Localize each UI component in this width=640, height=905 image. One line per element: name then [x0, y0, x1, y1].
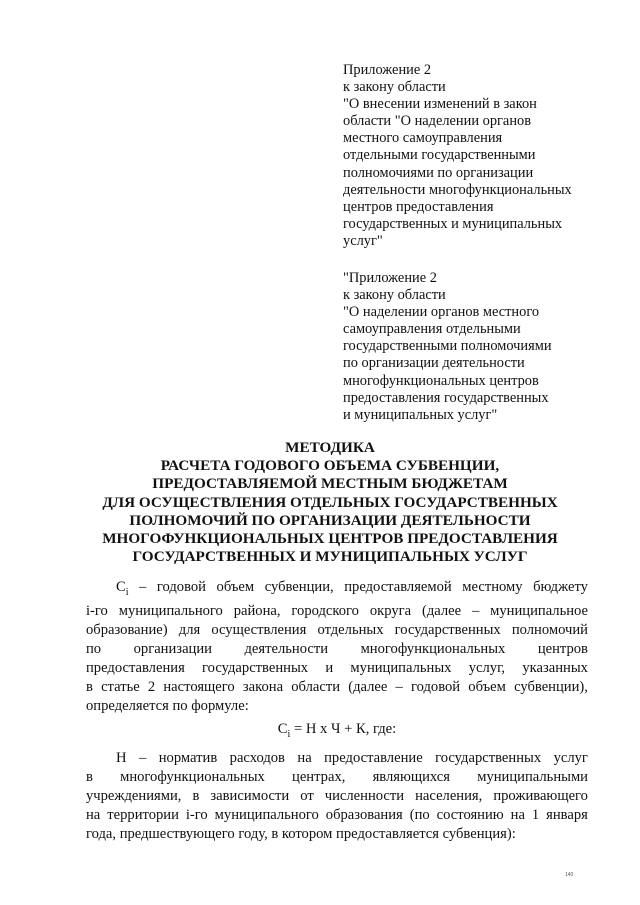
- paragraph-word: объем: [216, 579, 255, 595]
- paragraph-word: годовой: [156, 579, 206, 595]
- paragraph-word: округа: [369, 602, 412, 619]
- paragraph-word: учреждениями,: [86, 788, 182, 804]
- paragraph-word: по: [86, 640, 102, 657]
- paragraph-word: в: [86, 769, 93, 785]
- appendix-header-original: [343, 270, 613, 424]
- paragraph-word: деятельности: [244, 640, 329, 657]
- title-line: ДЛЯ ОСУЩЕСТВЛЕНИЯ ОТДЕЛЬНЫХ ГОСУДАРСТВЕННЫХ: [102, 493, 558, 511]
- paragraph-line: [86, 602, 588, 621]
- paragraph-line: [86, 659, 588, 678]
- paragraph-word: объем: [468, 678, 506, 695]
- document-title: [60, 439, 600, 566]
- title-line: ПРЕДОСТАВЛЯЕМОЙ МЕСТНЫМ БЮДЖЕТАМ: [152, 475, 508, 493]
- title-line: ПОЛНОМОЧИЙ ПО ОРГАНИЗАЦИИ ДЕЯТЕЛЬНОСТИ: [129, 511, 531, 529]
- paragraph-word: (далее: [348, 678, 388, 695]
- paragraph-word: территории: [107, 807, 179, 823]
- paragraph-word: государственных: [394, 621, 501, 638]
- paragraph-text: определяется по формуле:: [86, 697, 249, 714]
- paragraph-line: [86, 749, 588, 768]
- appendix-line: к закону области: [343, 287, 446, 304]
- page-mark: 140: [565, 872, 574, 878]
- paragraph-word: субвенции),: [514, 678, 588, 695]
- paragraph-word: предоставление: [324, 750, 423, 766]
- paragraph-word: статье: [101, 678, 140, 695]
- appendix-line: деятельности многофункциональных: [343, 181, 572, 198]
- paragraph-word: многофункциональных: [120, 769, 265, 785]
- paragraph-word: 1: [531, 807, 540, 823]
- appendix-line: центров предоставления: [343, 198, 494, 215]
- paragraph-word: годовой: [410, 678, 461, 695]
- paragraph-word: указанных: [522, 659, 588, 676]
- appendix-header-new: [343, 62, 613, 250]
- paragraph-word: в: [86, 678, 93, 695]
- paragraph-word: зависимости: [210, 788, 290, 804]
- paragraph-line: [86, 621, 588, 640]
- paragraph-word: норматив: [158, 750, 218, 766]
- appendix-line: предоставления государственных: [343, 389, 549, 406]
- paragraph-word: $С_i$: [116, 579, 129, 598]
- paragraph-word: численности: [324, 788, 405, 804]
- paragraph-word: муниципальное: [490, 602, 588, 619]
- paragraph-word: организации: [133, 640, 212, 657]
- paragraph-line: [86, 806, 588, 825]
- paragraph-word: являющихся: [372, 769, 451, 785]
- paragraph-word: образования: [325, 807, 403, 823]
- paragraph-word: (далее: [421, 602, 462, 619]
- paragraph-word: образование): [86, 621, 168, 638]
- paragraph-word: субвенции,: [264, 579, 334, 595]
- paragraph-word: муниципальными: [477, 769, 588, 785]
- formula-base: С: [277, 721, 288, 737]
- paragraph-word: –: [138, 750, 147, 766]
- appendix-line: и муниципальных услуг": [343, 406, 498, 423]
- paragraph-word: центров: [537, 640, 588, 657]
- paragraph-word: местному: [462, 579, 523, 595]
- paragraph-word: предоставления: [86, 659, 185, 676]
- appendix-line: "О наделении органов местного: [343, 304, 540, 321]
- appendix-line: отдельными государственными: [343, 147, 536, 164]
- paragraph-word: (по: [409, 807, 430, 823]
- paragraph-text: года, предшествующего году, в котором предоставляется субвенция):: [86, 826, 516, 842]
- paragraph-word: i-го: [185, 807, 208, 823]
- paragraph-line: [86, 640, 588, 659]
- paragraph-word: услуг: [553, 750, 588, 766]
- appendix-line: самоуправления отдельными: [343, 321, 521, 338]
- paragraph-word: проживающего: [493, 788, 588, 804]
- title-line: МНОГОФУНКЦИОНАЛЬНЫХ ЦЕНТРОВ ПРЕДОСТАВЛЕНИЯ: [102, 530, 558, 548]
- formula: [86, 720, 588, 744]
- paragraph-line: [86, 678, 588, 697]
- appendix-line: "Приложение 2: [343, 270, 437, 286]
- paragraph-line: [86, 768, 588, 787]
- paragraph-word: городского: [291, 602, 359, 619]
- paragraph-word: отдельных: [317, 621, 384, 638]
- paragraph-word: центрах,: [292, 769, 346, 785]
- title-line: МЕТОДИКА: [285, 439, 375, 456]
- formula-subscript: i: [287, 728, 291, 740]
- appendix-line: государственных и муниципальных: [343, 215, 563, 232]
- paragraph-word: в: [192, 788, 200, 804]
- paragraph-word: i-го: [86, 602, 108, 619]
- paragraph-word: муниципального: [214, 807, 319, 823]
- appendix-line: Приложение 2: [343, 62, 432, 78]
- paragraph-word: –: [471, 602, 480, 619]
- paragraph-word: области: [291, 678, 341, 695]
- paragraph-line: [86, 697, 588, 716]
- appendix-line: полномочиями по организации: [343, 164, 534, 181]
- appendix-line: государственными полномочиями: [343, 338, 552, 355]
- paragraph-word: осуществления: [211, 621, 307, 638]
- paragraph-line: [86, 787, 588, 806]
- paragraph-word: государственных: [435, 750, 542, 766]
- appendix-line: услуг": [343, 232, 383, 249]
- paragraph-word: муниципальных: [350, 659, 452, 676]
- paragraph-word: бюджету: [533, 579, 588, 595]
- paragraph-word: закона: [242, 678, 284, 695]
- paragraph-word: Н: [116, 750, 127, 766]
- paragraph-word: настоящего: [163, 678, 235, 695]
- paragraph-word: от: [300, 788, 314, 804]
- paragraph-word: района,: [233, 602, 281, 619]
- paragraph-word: государственных: [202, 659, 309, 676]
- paragraph-word: полномочий: [511, 621, 588, 638]
- paragraph-word: состоянию: [436, 807, 504, 823]
- paragraph-word: населения,: [415, 788, 483, 804]
- paragraph-word: января: [546, 807, 588, 823]
- appendix-line: многофункциональных центров: [343, 372, 539, 389]
- paragraph-word: муниципального: [118, 602, 223, 619]
- formula-rest: = Н х Ч + К, где:: [290, 721, 397, 737]
- paragraph-word: услуг,: [468, 659, 506, 676]
- paragraph-word: –: [139, 579, 147, 595]
- paragraph-word: 2: [147, 678, 156, 695]
- paragraph-word: на: [510, 807, 525, 823]
- paragraph-word: расходов: [229, 750, 285, 766]
- paragraph-word: на: [86, 807, 101, 823]
- appendix-line: "О внесении изменений в закон: [343, 96, 537, 113]
- paragraph-norm-definition: [86, 749, 588, 844]
- title-line: ГОСУДАРСТВЕННЫХ И МУНИЦИПАЛЬНЫХ УСЛУГ: [132, 548, 528, 566]
- paragraph-word: и: [325, 659, 334, 676]
- appendix-line: по организации деятельности: [343, 355, 525, 372]
- appendix-line: местного самоуправления: [343, 130, 503, 147]
- paragraph-line: [86, 578, 588, 602]
- paragraph-line: [86, 825, 588, 844]
- paragraph-word: –: [395, 678, 403, 695]
- appendix-line: к закону области: [343, 79, 446, 96]
- paragraph-word: на: [297, 750, 312, 766]
- paragraph-word: предоставляемой: [344, 579, 452, 595]
- paragraph-word: многофункциональных: [360, 640, 506, 657]
- paragraph-subvention-definition: [86, 578, 588, 716]
- title-line: РАСЧЕТА ГОДОВОГО ОБЪЕМА СУБВЕНЦИИ,: [160, 457, 500, 475]
- appendix-line: области "О наделении органов: [343, 113, 532, 130]
- paragraph-word: для: [178, 621, 201, 638]
